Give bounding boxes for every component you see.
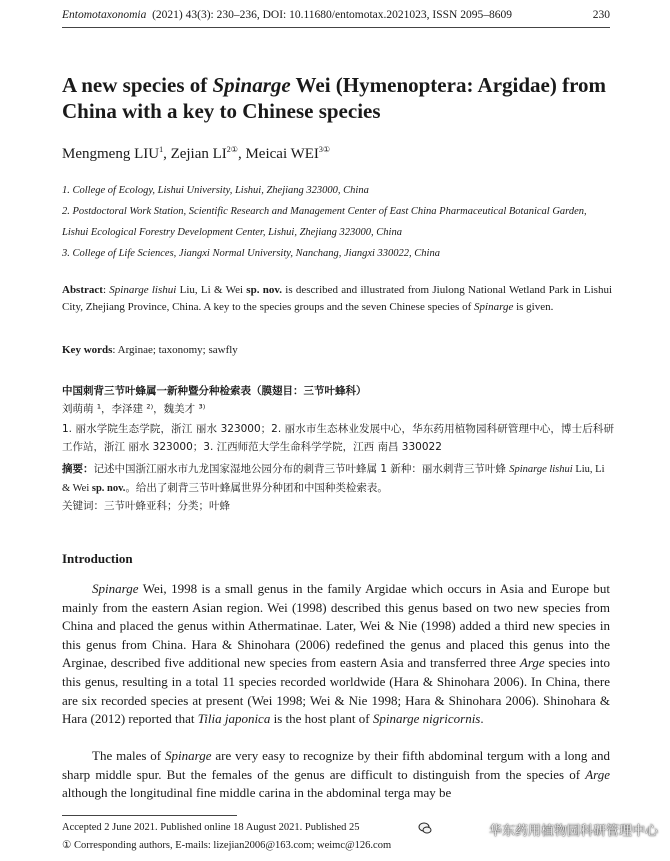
header-divider bbox=[62, 27, 610, 28]
section-heading-introduction: Introduction bbox=[62, 551, 133, 566]
chinese-title: 中国刺背三节叶蜂属一新种暨分种检索表（膜翅目：三节叶蜂科） bbox=[62, 385, 367, 397]
affiliation-2: 2. Postdoctoral Work Station, Scientific Research and Management Center of East China Pharmaceutical Botanical Garden, Lishui Ecological Forestry Development Center, Lishui, Zhejiang 323000, China bbox=[62, 206, 587, 238]
affiliation-3: 3. College of Life Sciences, Jiangxi Normal University, Nanchang, Jiangxi 330022, China bbox=[62, 248, 440, 259]
chinese-keywords: 关键词：三节叶蜂亚科；分类；叶蜂 bbox=[62, 500, 230, 512]
intro-paragraph-1: Spinarge Wei, 1998 is a small genus in the family Argidae which occurs in Asia and Europe but mainly from the eastern Asian region. Wei (1998) described this genus based on two new species from China and placed the genus within Athermatinae. Later, Wei & Nie (1998) added a third new species in this genus from China. Hara & Shinohara (2006) redefined the genus and placed this genus into the Arginae, described five additional new species from eastern Asia and transferred three Arge species into this genus, resulting in a total 11 species recorded worldwide (Hara & Shinohara 2006). In China, there are six recorded species at present (Wei 1998; Wei & Nie 1998; Hara & Shinohara 2006). Shinohara & Hara (2012) reported that Tilia japonica is the host plant of Spinarge nigricornis. bbox=[62, 581, 610, 727]
journal-citation: Entomotaxonomia (2021) 43(3): 230–236, DOI: 10.11680/entomotax.2021023, ISSN 2095–8609 bbox=[62, 9, 512, 21]
footnote-accepted: Accepted 2 June 2021. Published online 18 August 2021. Published 25 bbox=[62, 822, 360, 833]
wechat-icon bbox=[418, 821, 432, 835]
running-header bbox=[62, 9, 610, 21]
keywords: Key words: Arginae; taxonomy; sawfly bbox=[62, 344, 238, 356]
author-list: Mengmeng LIU$^1$, Zejian $LI^{2①}$, Meicai $WEI^{3①}$ bbox=[62, 145, 331, 162]
footnote-corresponding: ① Corresponding authors, E-mails: lizejian2006@163.com; weimc@126.com bbox=[62, 840, 392, 851]
abstract: Abstract: Spinarge lishui Liu, Li & Wei sp. nov. is described and illustrated from Jiulong National Wetland Park in Lishui City, Zhejiang Province, China. A key to the species groups and the seven Chinese species of Spinarge is given. bbox=[62, 284, 612, 313]
chinese-abstract: 摘要：记述中国浙江丽水市九龙国家湿地公园分布的刺背三节叶蜂属 1 新种：丽水刺背三节叶蜂 Spinarge lishui Liu, Li & Wei sp. nov.。给出了刺背三节叶蜂属世界分种团和中国种类检索表。 bbox=[62, 463, 605, 494]
affiliation-1: 1. College of Ecology, Lishui University, Lishui, Zhejiang 323000, China bbox=[62, 185, 369, 196]
page-number: 230 bbox=[592, 9, 610, 21]
paper-title: A new species of Spinarge Wei (Hymenoptera: Argidae) from China with a key to Chinese species bbox=[62, 73, 607, 123]
chinese-affiliations: 1. 丽水学院生态学院，浙江 丽水 323000；2. 丽水市生态林业发展中心，华东药用植物园科研管理中心，博士后科研工作站，浙江 丽水 323000；3. 江西师范大学生命科学学院，江西 南昌 330022 bbox=[62, 423, 614, 453]
watermark: 华东药用植物园科研管理中心 bbox=[488, 824, 658, 839]
chinese-authors: 刘萌萌 ¹，李泽建 ²⁾，魏美才 ³⁾ bbox=[62, 403, 206, 415]
intro-paragraph-2: The males of Spinarge are very easy to recognize by their fifth abdominal tergum with a long and sharp middle spur. But the females of the genus are difficult to distinguish from the species of Arge although the longitudinal fine middle carina in the abdominal terga may be bbox=[62, 748, 610, 801]
footnote-divider bbox=[62, 815, 237, 816]
